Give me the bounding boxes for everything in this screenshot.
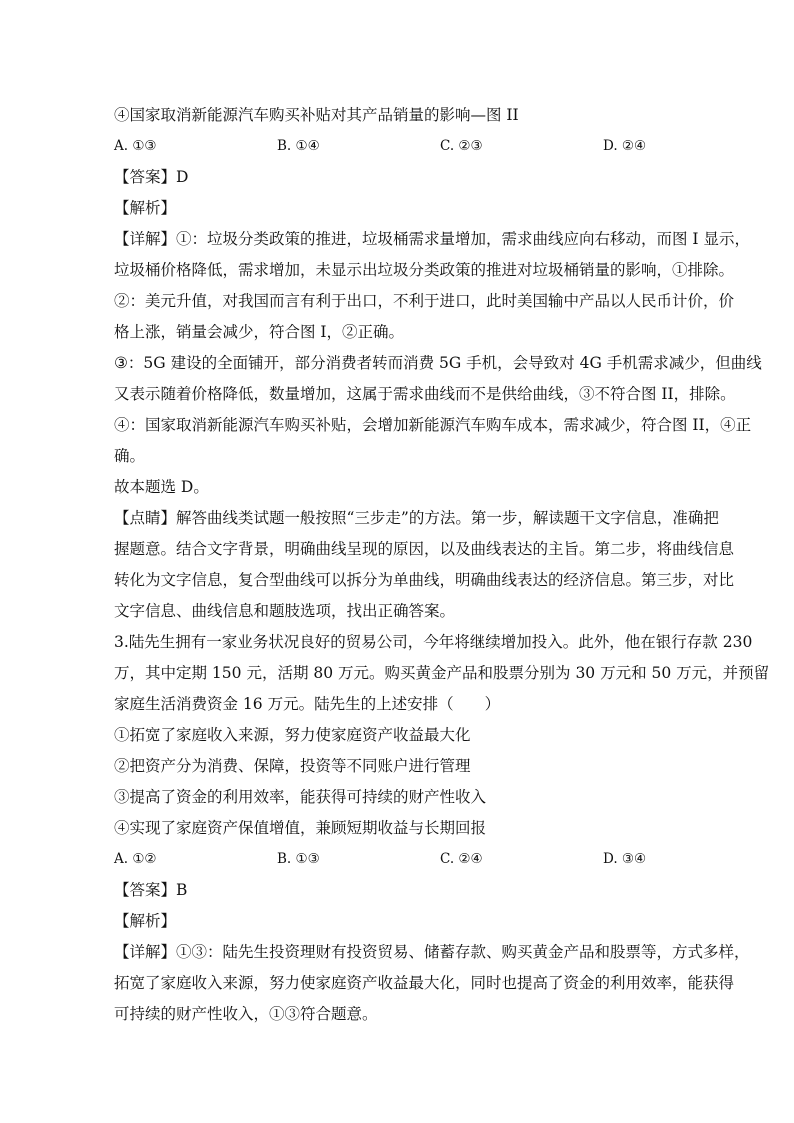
q2-option-b: B. ①④ xyxy=(277,138,320,154)
q2-option-d: D. ②④ xyxy=(603,138,647,154)
q3-analysis-heading: 【解析】 xyxy=(114,912,177,930)
q2-detail-line: ④：国家取消新能源汽车购买补贴，会增加新能源汽车购车成本，需求减少，符合图 II，④正 xyxy=(114,416,752,434)
q2-tip-line: 握题意。结合文字背景，明确曲线呈现的原因，以及曲线表达的主旨。第二步，将曲线信息 xyxy=(114,540,735,558)
q3-stem-line: 家庭生活消费资金 16 万元。陆先生的上述安排（ ） xyxy=(114,695,501,713)
q3-option-b: B. ①③ xyxy=(277,851,320,867)
page-content xyxy=(114,100,770,1030)
q2-answer: 【答案】D xyxy=(114,168,189,186)
q3-item-2: ②把资产分为消费、保障，投资等不同账户进行管理 xyxy=(114,757,471,775)
q2-options xyxy=(114,131,694,162)
q3-detail-line: 【详解】①③：陆先生投资理财有投资贸易、储蓄存款、购买黄金产品和股票等，方式多样， xyxy=(114,943,750,961)
q3-stem-line: 万，其中定期 150 元，活期 80 万元。购买黄金产品和股票分别为 30 万元和 50 万元，并预留 xyxy=(114,664,770,682)
q3-item-3: ③提高了资金的利用效率，能获得可持续的财产性收入 xyxy=(114,788,487,806)
q3-option-c: C. ②④ xyxy=(440,851,483,867)
q2-detail-line: 格上涨，销量会减少，符合图 I，②正确。 xyxy=(114,323,405,341)
q2-detail-line: 确。 xyxy=(114,447,146,465)
q2-detail-line: 【详解】①：垃圾分类政策的推进，垃圾桶需求量增加，需求曲线应向右移动，而图 I 显示， xyxy=(114,230,750,248)
q2-option-c: C. ②③ xyxy=(440,138,483,154)
q3-detail-line: 拓宽了家庭收入来源，努力使家庭资产收益最大化，同时也提高了资金的利用效率，能获得 xyxy=(114,974,735,992)
q2-conclusion: 故本题选 D。 xyxy=(114,478,209,496)
q2-tip-line: 转化为文字信息，复合型曲线可以拆分为单曲线，明确曲线表达的经济信息。第三步，对比 xyxy=(114,571,735,589)
q2-analysis-heading: 【解析】 xyxy=(114,199,177,217)
q2-detail-line: 垃圾桶价格降低，需求增加，未显示出垃圾分类政策的推进对垃圾桶销量的影响，①排除。 xyxy=(114,261,735,279)
q3-stem-line: 3.陆先生拥有一家业务状况良好的贸易公司，今年将继续增加投入。此外，他在银行存款 230 xyxy=(114,633,753,651)
q2-detail-line: 又表示随着价格降低，数量增加，这属于需求曲线而不是供给曲线，③不符合图 II，排除。 xyxy=(114,385,736,403)
q2-detail-line: ③：5G 建设的全面铺开，部分消费者转而消费 5G 手机，会导致对 4G 手机需求减少，但曲线 xyxy=(114,354,762,372)
q3-detail-line: 可持续的财产性收入，①③符合题意。 xyxy=(114,1005,378,1023)
q3-answer: 【答案】B xyxy=(114,881,188,899)
q3-options xyxy=(114,844,694,875)
q2-tip-line: 文字信息、曲线信息和题肢选项，找出正确答案。 xyxy=(114,602,456,620)
q2-item-4: ④国家取消新能源汽车购买补贴对其产品销量的影响—图 II xyxy=(114,106,519,124)
q3-item-4: ④实现了家庭资产保值增值，兼顾短期收益与长期回报 xyxy=(114,819,487,837)
q3-item-1: ①拓宽了家庭收入来源，努力使家庭资产收益最大化 xyxy=(114,726,471,744)
q2-option-a: A. ①③ xyxy=(114,138,157,154)
q2-detail-line: ②：美元升值，对我国而言有利于出口，不利于进口，此时美国输中产品以人民币计价，价 xyxy=(114,292,735,310)
q3-option-a: A. ①② xyxy=(114,851,157,867)
q2-tip-line: 【点睛】解答曲线类试题一般按照“三步走”的方法。第一步，解读题干文字信息，准确把 xyxy=(114,509,719,527)
q3-option-d: D. ③④ xyxy=(603,851,647,867)
